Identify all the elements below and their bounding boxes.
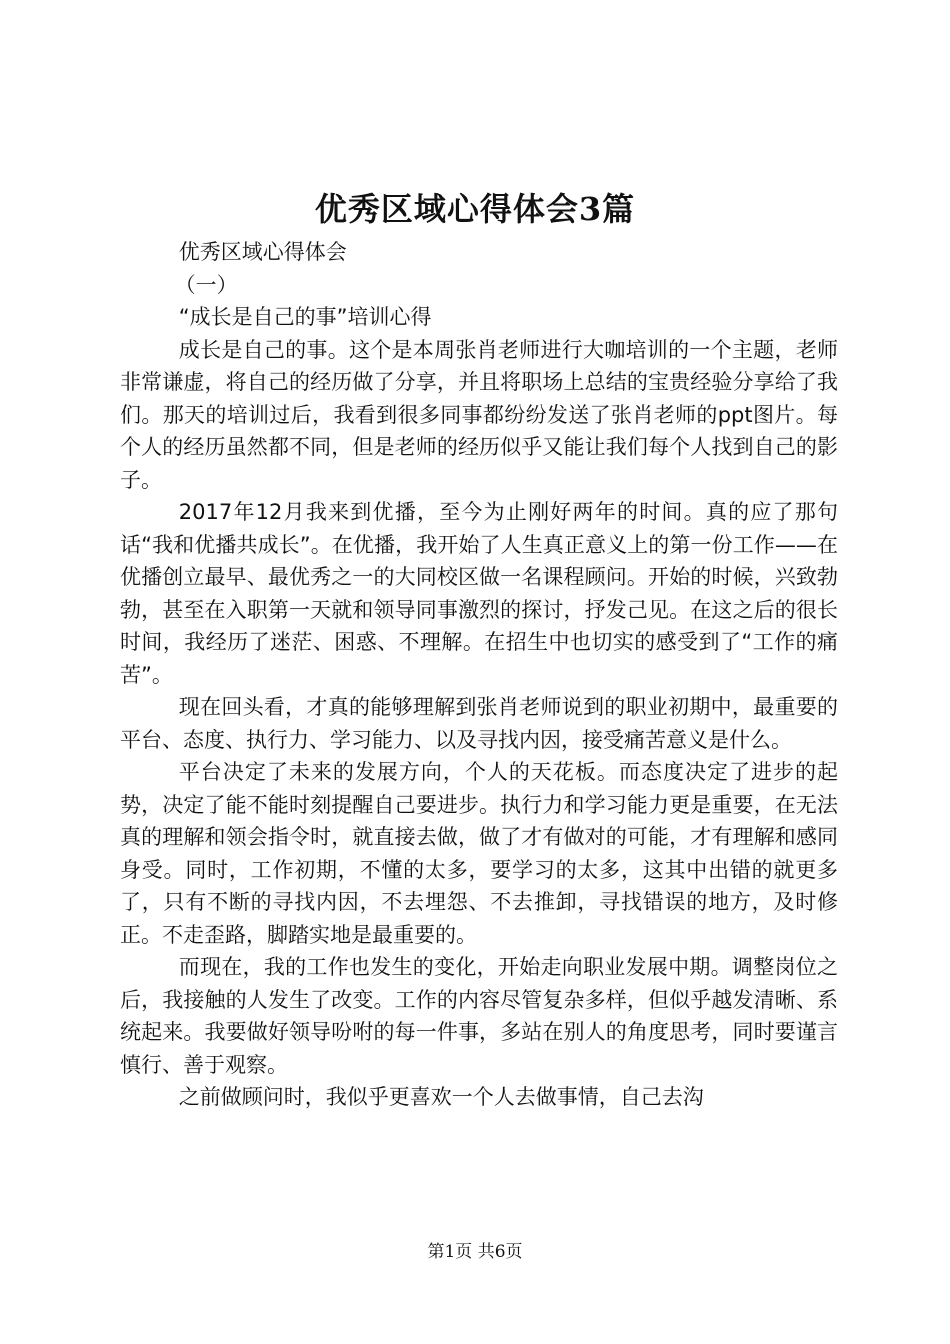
document-body (120, 236, 838, 1114)
paragraph: 2017年12月我来到优播，至今为止刚好两年的时间。真的应了那句话“我和优播共成长”。在优播，我开始了人生真正意义上的第一份工作——在优播创立最早、最优秀之一的大同校区做一名课程顾问。开始的时候，兴致勃勃，甚至在入职第一天就和领导同事激烈的探讨，抒发己见。在这之后的很长时间，我经历了迷茫、困惑、不理解。在招生中也切实的感受到了“工作的痛苦”。 (120, 500, 838, 687)
paragraph: 平台决定了未来的发展方向，个人的天花板。而态度决定了进步的起势，决定了能不能时刻提醒自己要进步。执行力和学习能力更是重要，在无法真的理解和领会指令时，就直接去做，做了才有做对的可能，才有理解和感同身受。同时，工作初期，不懂的太多，要学习的太多，这其中出错的就更多了，只有不断的寻找内因，不去埋怨、不去推卸，寻找错误的地方，及时修正。不走歪路，脚踏实地是最重要的。 (120, 760, 838, 947)
paragraph: 而现在，我的工作也发生的变化，开始走向职业发展中期。调整岗位之后，我接触的人发生了改变。工作的内容尽管复杂多样，但似乎越发清晰、系统起来。我要做好领导吩咐的每一件事，多站在别人的角度思考，同时要谨言慎行、善于观察。 (120, 955, 838, 1077)
paragraph: 之前做顾问时，我似乎更喜欢一个人去做事情，自己去沟 (178, 1085, 704, 1109)
paragraph: 现在回头看，才真的能够理解到张肖老师说到的职业初期中，最重要的平台、态度、执行力、学习能力、以及寻找内因，接受痛苦意义是什么。 (120, 695, 838, 752)
paragraph: 成长是自己的事。这个是本周张肖老师进行大咖培训的一个主题，老师非常谦虚，将自己的经历做了分享，并且将职场上总结的宝贵经验分享给了我们。那天的培训过后，我看到很多同事都纷纷发送了张肖老师的ppt图片。每个人的经历虽然都不同，但是老师的经历似乎又能让我们每个人找到自己的影子。 (120, 337, 838, 492)
article-title: “成长是自己的事”培训心得 (178, 305, 432, 329)
page-footer: 第1页 共6页 (427, 1242, 523, 1262)
section-heading: 优秀区域心得体会 (178, 240, 347, 264)
document-title: 优秀区域心得体会3篇 (314, 190, 636, 228)
section-number: （一） (174, 272, 238, 297)
